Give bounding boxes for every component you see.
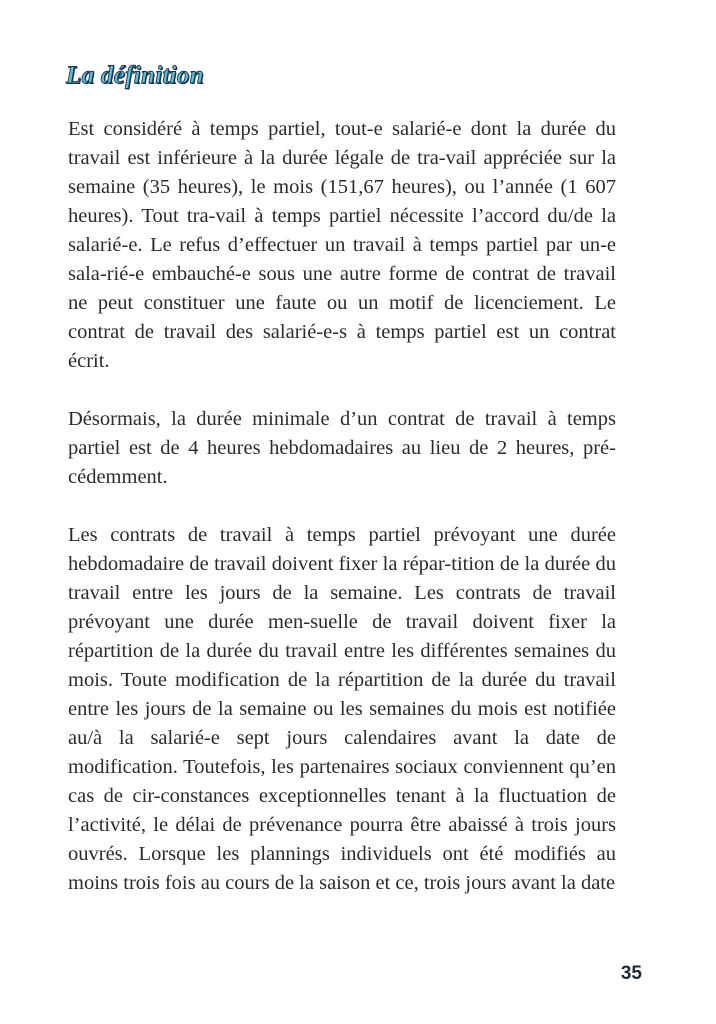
page-number: 35	[620, 963, 642, 984]
body-text	[68, 115, 616, 898]
paragraph-minimum-duration: Désormais, la durée minimale d’un contrat de travail à temps partiel est de 4 heures hebdomadaires au lieu de 2 heures, pré-cédemment.	[68, 408, 616, 488]
section-heading: La définition	[66, 62, 204, 89]
paragraph-definition: Est considéré à temps partiel, tout-e salarié-e dont la durée du travail est inférieure à la durée légale de tra-vail appréciée sur la semaine (35 heures), le mois (151,67 heures), ou l’année (1 607 heures). Tout tra-vail à temps partiel nécessite l’accord du/de la salarié-e. Le refus d’effectuer un travail à temps partiel par un-e sala-rié-e embauché-e sous une autre forme de contrat de travail ne peut constituer une faute ou un motif de licenciement. Le contrat de travail des salarié-e-s à temps partiel est un contrat écrit.	[68, 118, 616, 372]
paragraph-distribution: Les contrats de travail à temps partiel prévoyant une durée hebdomadaire de travail doivent fixer la répar-tition de la durée du travail entre les jours de la semaine. Les contrats de travail prévoyant une durée men-suelle de travail doivent fixer la répartition de la durée du travail entre les différentes semaines du mois. Toute modification de la répartition de la durée du travail entre les jours de la semaine ou les semaines du mois est notifiée au/à la salarié-e sept jours calendaires avant la date de modification. Toutefois, les partenaires sociaux conviennent qu’en cas de cir-constances exceptionnelles tenant à la fluctuation de l’activité, le délai de prévenance pourra être abaissé à trois jours ouvrés. Lorsque les plannings individuels ont été modifiés au moins trois fois au cours de la saison et ce, trois jours avant la date	[68, 524, 616, 894]
